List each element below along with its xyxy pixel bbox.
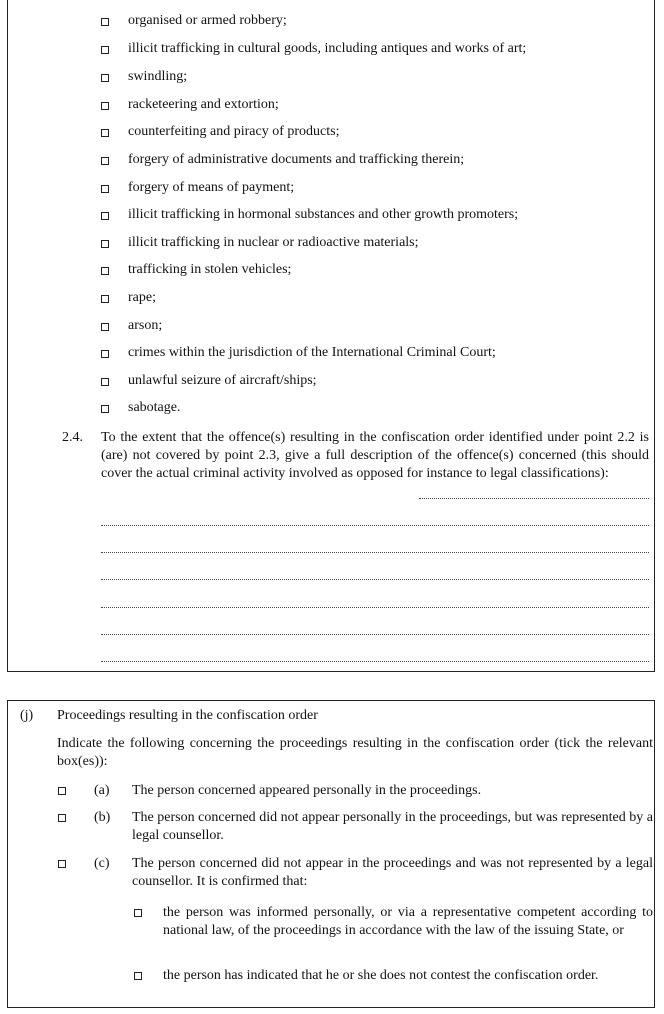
offence-label: racketeering and extortion; xyxy=(128,97,279,112)
option-letter: (b) xyxy=(94,810,111,825)
offence-checkbox[interactable] xyxy=(101,102,109,110)
option-a-checkbox[interactable] xyxy=(58,787,66,795)
offence-label: forgery of means of payment; xyxy=(128,180,295,195)
section-title: Proceedings resulting in the confiscation order xyxy=(57,708,318,723)
offence-item xyxy=(8,289,648,309)
option-c-text: The person concerned did not appear in the proceedings and was not represented by a legal counsellor. It is confirmed that: xyxy=(132,856,653,889)
offence-label: rape; xyxy=(128,290,156,305)
description-input-line[interactable] xyxy=(419,498,649,499)
offence-label: crimes within the jurisdiction of the International Criminal Court; xyxy=(128,345,496,360)
description-input-line[interactable] xyxy=(101,661,649,662)
offence-checkbox[interactable] xyxy=(101,129,109,137)
offence-item xyxy=(8,68,648,88)
offence-label: organised or armed robbery; xyxy=(128,13,287,28)
section-j-box xyxy=(7,700,655,1008)
offence-checkbox[interactable] xyxy=(101,46,109,54)
offence-checkbox[interactable] xyxy=(101,240,109,248)
description-input-line[interactable] xyxy=(101,634,649,635)
offence-label: illicit trafficking in nuclear or radioactive materials; xyxy=(128,235,419,250)
option-letter: (c) xyxy=(94,856,110,871)
option-c-checkbox[interactable] xyxy=(58,860,66,868)
offence-checkbox[interactable] xyxy=(101,267,109,275)
offence-label: swindling; xyxy=(128,69,188,84)
offence-label: arson; xyxy=(128,318,163,333)
offence-label: illicit trafficking in hormonal substances and other growth promoters; xyxy=(128,207,519,222)
offence-item xyxy=(8,234,648,254)
description-input-line[interactable] xyxy=(101,579,649,580)
offence-label: illicit trafficking in cultural goods, including antiques and works of art; xyxy=(128,41,527,56)
sub-option-informed-text: the person was informed personally, or via a representative competent according to national law, of the proceedings in accordance with the law of the issuing State, or xyxy=(163,905,653,938)
offence-checkbox[interactable] xyxy=(101,74,109,82)
offence-item xyxy=(8,372,648,392)
offence-item xyxy=(8,40,648,60)
option-letter: (a) xyxy=(94,783,110,798)
offence-item xyxy=(8,151,648,171)
offence-section-box xyxy=(7,0,655,672)
offence-checkbox[interactable] xyxy=(101,18,109,26)
offence-item xyxy=(8,96,648,116)
offence-checkbox[interactable] xyxy=(101,212,109,220)
offence-item xyxy=(8,261,648,281)
offence-label: trafficking in stolen vehicles; xyxy=(128,262,292,277)
option-b-checkbox[interactable] xyxy=(58,814,66,822)
point-number: 2.4. xyxy=(62,430,83,445)
section-letter: (j) xyxy=(20,708,34,723)
description-input-line[interactable] xyxy=(101,607,649,608)
offence-checkbox[interactable] xyxy=(101,157,109,165)
offence-item xyxy=(8,206,648,226)
description-input-line[interactable] xyxy=(101,525,649,526)
description-input-line[interactable] xyxy=(101,552,649,553)
offence-item xyxy=(8,317,648,337)
point-2-4-text: To the extent that the offence(s) resulting in the confiscation order identified under point 2.2 is (are) not covered by point 2.3, give a full description of the offence(s) concerned (this should cover the actual criminal activity involved as opposed for instance to legal classifications): xyxy=(101,430,649,481)
offence-label: unlawful seizure of aircraft/ships; xyxy=(128,373,317,388)
sub-option-not-contest-text: the person has indicated that he or she does not contest the confiscation order. xyxy=(163,968,599,983)
section-instruction: Indicate the following concerning the proceedings resulting in the confiscation order (tick the relevant box(es)): xyxy=(57,736,653,769)
offence-item xyxy=(8,179,648,199)
offence-item xyxy=(8,399,648,419)
offence-checkbox[interactable] xyxy=(101,350,109,358)
option-b-text: The person concerned did not appear personally in the proceedings, but was represented by a legal counsellor. xyxy=(132,810,653,843)
offence-item xyxy=(8,344,648,364)
offence-checkbox[interactable] xyxy=(101,378,109,386)
offence-checkbox[interactable] xyxy=(101,295,109,303)
offence-label: forgery of administrative documents and trafficking therein; xyxy=(128,152,465,167)
offence-checkbox[interactable] xyxy=(101,405,109,413)
sub-option-not-contest-checkbox[interactable] xyxy=(134,972,142,980)
offence-label: sabotage. xyxy=(128,400,181,415)
offence-label: counterfeiting and piracy of products; xyxy=(128,124,340,139)
offence-item xyxy=(8,123,648,143)
offence-checkbox[interactable] xyxy=(101,323,109,331)
offence-item xyxy=(8,12,648,32)
option-a-text: The person concerned appeared personally in the proceedings. xyxy=(132,783,482,798)
sub-option-informed-checkbox[interactable] xyxy=(134,909,142,917)
offence-checkbox[interactable] xyxy=(101,185,109,193)
